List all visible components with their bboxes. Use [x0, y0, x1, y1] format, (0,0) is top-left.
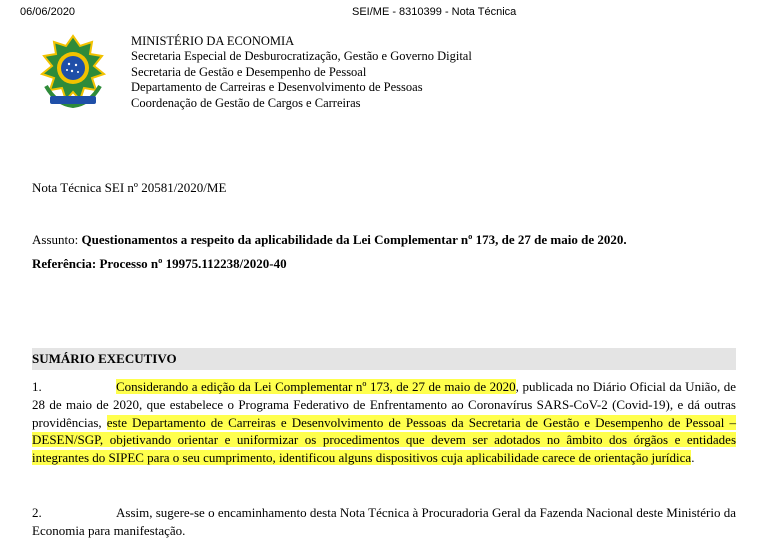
- paragraph-text: Assim, sugere-se o encaminhamento desta Nota Técnica à Procuradoria Geral da Fazenda Nacional deste Ministério da Economia para manifestação.: [32, 505, 736, 538]
- section-title: SUMÁRIO EXECUTIVO: [32, 348, 736, 370]
- paragraph-number: 2.: [32, 505, 42, 520]
- highlighted-text: Considerando a edição da Lei Complementar nº 173, de 27 de maio de 2020: [116, 379, 516, 394]
- document-reference: SEI/ME - 8310399 - Nota Técnica: [352, 6, 517, 18]
- secretariat: Secretaria de Gestão e Desempenho de Pessoal: [131, 64, 367, 79]
- special-secretariat: Secretaria Especial de Desburocratização, Gestão e Governo Digital: [131, 49, 472, 64]
- note-identifier: Nota Técnica SEI nº 20581/2020/ME: [32, 180, 227, 195]
- paragraph-1: [32, 378, 736, 467]
- department: Departamento de Carreiras e Desenvolvimento de Pessoas: [131, 80, 423, 95]
- paragraph-number: 1.: [32, 379, 42, 394]
- coordination: Coordenação de Gestão de Cargos e Carreiras: [131, 95, 361, 110]
- subject-text: Questionamentos a respeito da aplicabilidade da Lei Complementar nº 173, de 27 de maio de 2020.: [81, 232, 627, 247]
- highlighted-text: este Departamento de Carreiras e Desenvolvimento de Pessoas da Secretaria de Gestão e Desempenho de Pessoal – DESEN/SGP, objetivando orientar e uniformizar os procedimentos que devem ser adotados no âmbito dos órgãos e entidades integrantes do SIPEC para o seu cumprimento, identificou alguns dispositivos cuja aplicabilidade carece de orientação jurídica: [32, 414, 737, 466]
- paragraph-text: , publicada no Diário Oficial da União, de 28 de maio de 2020, que estabelece o Programa Federativo de Enfrentamento ao Coronavírus SARS-CoV-2 (Covid-19), e dá outras providências,: [32, 379, 736, 430]
- paragraph-2: [32, 504, 736, 540]
- subject-line: [32, 232, 627, 248]
- print-date: 06/06/2020: [20, 6, 76, 18]
- ministry-name: MINISTÉRIO DA ECONOMIA: [131, 34, 295, 48]
- organization-header: [131, 34, 472, 111]
- reference-line: Referência: Processo nº 19975.112238/2020-40: [32, 256, 287, 271]
- paragraph-text: .: [691, 450, 695, 466]
- brazil-coat-of-arms-icon: [36, 34, 110, 110]
- subject-label: Assunto:: [32, 232, 79, 247]
